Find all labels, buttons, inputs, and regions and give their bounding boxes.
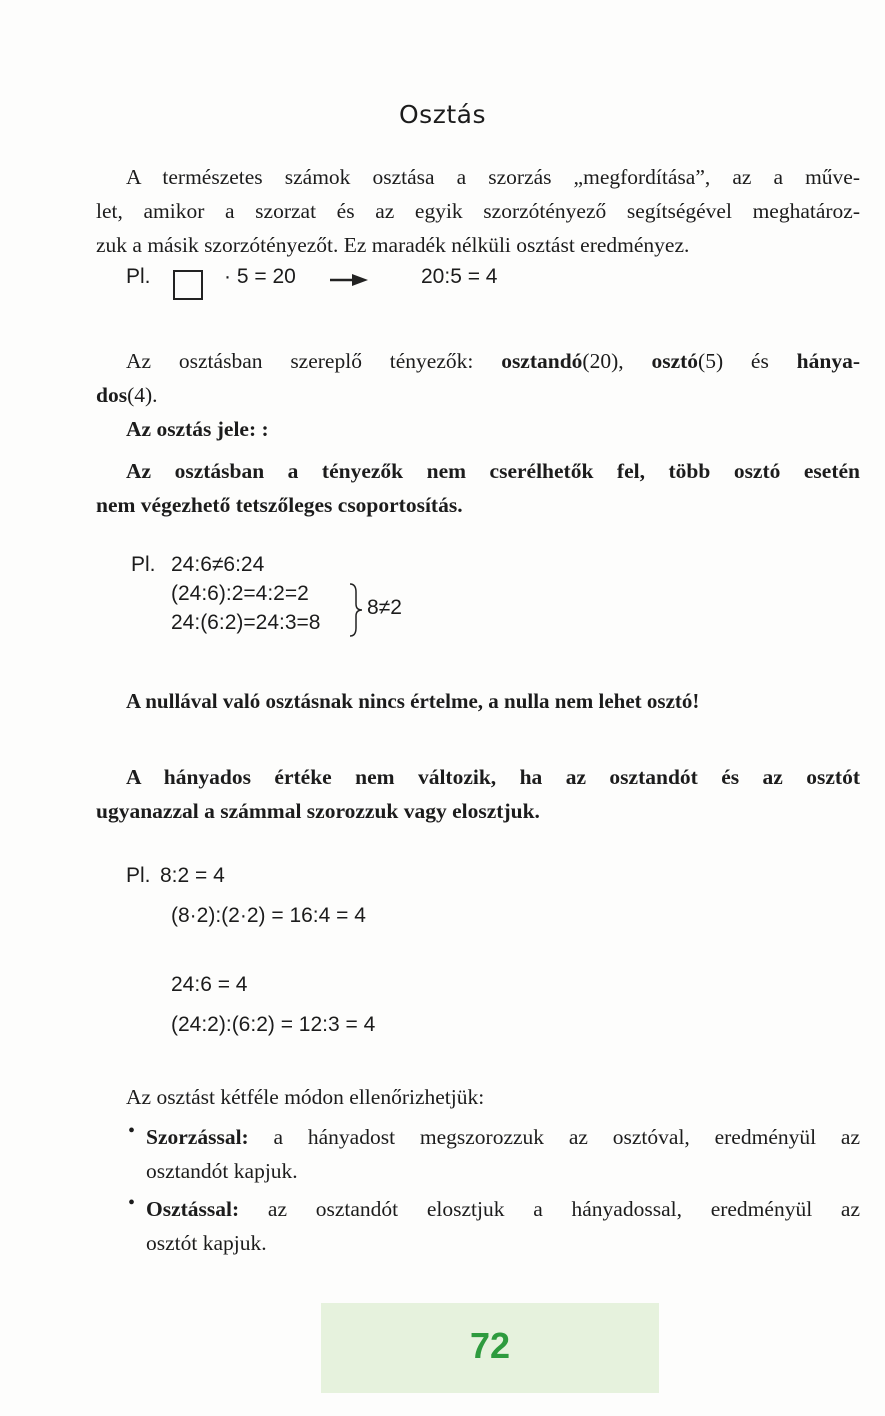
example2-line-2: (24:6):2=4:2=2 [171,582,309,605]
intro-paragraph [126,160,860,194]
factors-paragraph-cont [96,378,860,412]
intro-line-2: let, amikor a szorzat és az egyik szorzótényező segítségével meghatároz- [96,199,860,223]
bullet1-line-1 [146,1120,860,1154]
factors-text: Az osztásban szereplő tényezők: [126,349,502,373]
division-sign: Az osztás jele: : [126,417,269,441]
example3-line-3: 24:6 = 4 [171,973,248,996]
example1-left: · 5 = 20 [224,265,296,288]
intro-paragraph-cont [96,194,860,262]
rule1-line-1: Az osztásban a tényezők nem cserélhetők fel, több osztó esetén [126,459,860,483]
page-number-box [321,1303,659,1393]
check-bullet-1 [146,1120,860,1188]
check-bullet-2 [146,1192,860,1260]
example2-line-3: 24:(6:2)=24:3=8 [171,611,321,634]
bullet1-line-2: osztandót kapjuk. [146,1159,298,1183]
page-number: 72 [469,1325,511,1366]
term-quotient: hánya- [796,349,860,373]
intro-line-1: A természetes számok osztása a szorzás „megfordítása”, az a műve- [126,165,860,189]
bullet1-text: a hányadost megszorozzuk az osztóval, eredményül az [248,1125,860,1149]
rule3-line-1: A hányados értéke nem változik, ha az osztandót és az osztót [126,765,860,789]
example3-line-4: (24:2):(6:2) = 12:3 = 4 [171,1013,376,1036]
rule-zero-division: A nullával való osztásnak nincs értelme, a nulla nem lehet osztó! [126,689,700,713]
term-divisor: osztó [651,349,699,373]
term-quotient-end: dos [96,383,128,407]
example1-prefix: Pl. [126,265,151,288]
bullet-icon: • [128,1120,136,1142]
blank-box [173,270,203,300]
rule-not-commutative [96,454,860,522]
factors-text: (5) és [698,349,797,373]
factors-line-2 [96,378,860,412]
bullet2-term: Osztással: [146,1197,240,1221]
example3-line-2: (8·2):(2·2) = 16:4 = 4 [171,904,366,927]
bullet2-text: az osztandót elosztjuk a hányadossal, eredményül az [239,1197,860,1221]
example3-prefix: Pl. [126,864,151,887]
example1-right: 20:5 = 4 [421,265,498,288]
brace-icon [348,582,364,638]
check-intro: Az osztást kétféle módon ellenőrizhetjük: [126,1085,485,1109]
example2-line-1: 24:6≠6:24 [171,553,265,576]
rule-quotient-invariance [96,760,860,828]
example2-prefix: Pl. [131,553,156,576]
term-dividend: osztandó [501,349,583,373]
page-title: Osztás [399,100,486,129]
bullet2-line-1 [146,1192,860,1226]
factors-text: (4). [127,383,158,407]
intro-line-3: zuk a másik szorzótényezőt. Ez maradék nélküli osztást eredményez. [96,233,690,257]
arrow-icon [330,272,370,288]
bullet2-line-2: osztót kapjuk. [146,1231,267,1255]
example3-line-1: 8:2 = 4 [160,864,225,887]
factors-text: (20), [582,349,652,373]
rule3-line-2: ugyanazzal a számmal szorozzuk vagy elosztjuk. [96,799,540,823]
bullet1-term: Szorzással: [146,1125,249,1149]
factors-line-1 [126,344,860,378]
bullet-icon: • [128,1192,136,1214]
rule1-line-2: nem végezhető tetszőleges csoportosítás. [96,493,463,517]
factors-paragraph [126,344,860,378]
example2-result: 8≠2 [367,596,402,619]
